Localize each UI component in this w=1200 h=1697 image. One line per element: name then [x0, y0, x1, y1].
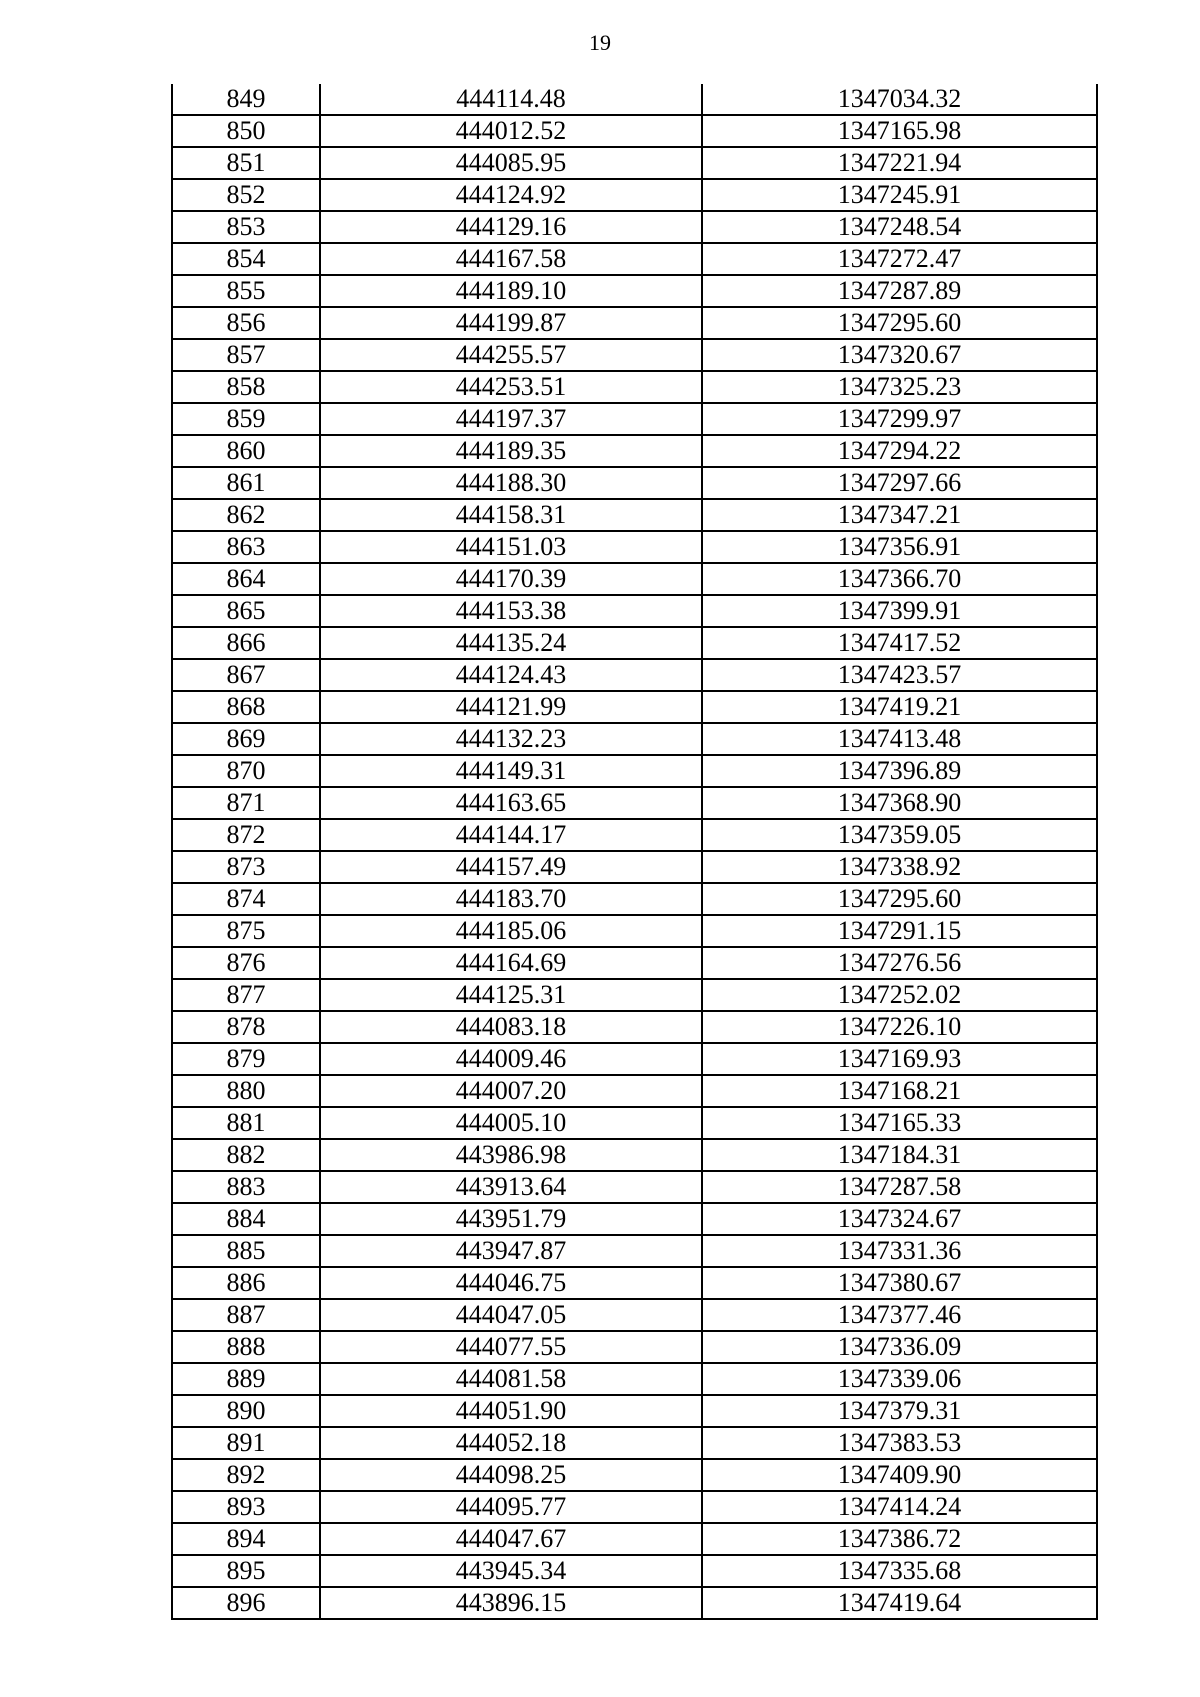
table-row: [172, 275, 1097, 307]
x-coordinate-cell: 444253.51: [320, 371, 702, 403]
x-coordinate-cell: 444012.52: [320, 115, 702, 147]
point-number-cell: 857: [172, 339, 320, 371]
point-number-cell: 849: [172, 84, 320, 115]
point-number-cell: 887: [172, 1299, 320, 1331]
x-coordinate-cell: 444255.57: [320, 339, 702, 371]
x-coordinate-cell: 444167.58: [320, 243, 702, 275]
point-number-cell: 889: [172, 1363, 320, 1395]
point-number-cell: 881: [172, 1107, 320, 1139]
x-coordinate-cell: 444046.75: [320, 1267, 702, 1299]
x-coordinate-cell: 444163.65: [320, 787, 702, 819]
table-row: [172, 1171, 1097, 1203]
table-row: [172, 915, 1097, 947]
y-coordinate-cell: 1347221.94: [702, 147, 1097, 179]
table-row: [172, 1395, 1097, 1427]
point-number-cell: 871: [172, 787, 320, 819]
point-number-cell: 863: [172, 531, 320, 563]
table-row: [172, 1363, 1097, 1395]
x-coordinate-cell: 444189.35: [320, 435, 702, 467]
table-row: [172, 179, 1097, 211]
table-row: [172, 1555, 1097, 1587]
table-row: [172, 499, 1097, 531]
page-number: 19: [589, 30, 611, 55]
y-coordinate-cell: 1347165.33: [702, 1107, 1097, 1139]
point-number-cell: 867: [172, 659, 320, 691]
table-row: [172, 307, 1097, 339]
point-number-cell: 851: [172, 147, 320, 179]
point-number-cell: 865: [172, 595, 320, 627]
y-coordinate-cell: 1347383.53: [702, 1427, 1097, 1459]
table-row: [172, 659, 1097, 691]
table-row: [172, 84, 1097, 115]
table-row: [172, 947, 1097, 979]
x-coordinate-cell: 444098.25: [320, 1459, 702, 1491]
table-row: [172, 211, 1097, 243]
x-coordinate-cell: 444153.38: [320, 595, 702, 627]
x-coordinate-cell: 444149.31: [320, 755, 702, 787]
point-number-cell: 856: [172, 307, 320, 339]
point-number-cell: 876: [172, 947, 320, 979]
y-coordinate-cell: 1347248.54: [702, 211, 1097, 243]
x-coordinate-cell: 443986.98: [320, 1139, 702, 1171]
x-coordinate-cell: 444005.10: [320, 1107, 702, 1139]
y-coordinate-cell: 1347184.31: [702, 1139, 1097, 1171]
x-coordinate-cell: 443947.87: [320, 1235, 702, 1267]
y-coordinate-cell: 1347291.15: [702, 915, 1097, 947]
y-coordinate-cell: 1347413.48: [702, 723, 1097, 755]
coordinates-table: [171, 84, 1098, 1620]
table-row: [172, 243, 1097, 275]
point-number-cell: 853: [172, 211, 320, 243]
point-number-cell: 872: [172, 819, 320, 851]
point-number-cell: 866: [172, 627, 320, 659]
y-coordinate-cell: 1347356.91: [702, 531, 1097, 563]
x-coordinate-cell: 444007.20: [320, 1075, 702, 1107]
table-body: [172, 84, 1097, 1619]
table-row: [172, 1331, 1097, 1363]
x-coordinate-cell: 444185.06: [320, 915, 702, 947]
x-coordinate-cell: 443951.79: [320, 1203, 702, 1235]
point-number-cell: 870: [172, 755, 320, 787]
x-coordinate-cell: 444164.69: [320, 947, 702, 979]
table-row: [172, 979, 1097, 1011]
point-number-cell: 850: [172, 115, 320, 147]
x-coordinate-cell: 444047.67: [320, 1523, 702, 1555]
point-number-cell: 892: [172, 1459, 320, 1491]
x-coordinate-cell: 444197.37: [320, 403, 702, 435]
x-coordinate-cell: 444125.31: [320, 979, 702, 1011]
x-coordinate-cell: 444135.24: [320, 627, 702, 659]
table-row: [172, 371, 1097, 403]
table-row: [172, 147, 1097, 179]
table-row: [172, 1459, 1097, 1491]
table-row: [172, 595, 1097, 627]
point-number-cell: 896: [172, 1587, 320, 1619]
table-row: [172, 403, 1097, 435]
table-row: [172, 1267, 1097, 1299]
x-coordinate-cell: 444132.23: [320, 723, 702, 755]
x-coordinate-cell: 444077.55: [320, 1331, 702, 1363]
y-coordinate-cell: 1347414.24: [702, 1491, 1097, 1523]
table-row: [172, 1011, 1097, 1043]
x-coordinate-cell: 444158.31: [320, 499, 702, 531]
table-row: [172, 627, 1097, 659]
table-row: [172, 755, 1097, 787]
y-coordinate-cell: 1347419.21: [702, 691, 1097, 723]
point-number-cell: 891: [172, 1427, 320, 1459]
y-coordinate-cell: 1347331.36: [702, 1235, 1097, 1267]
y-coordinate-cell: 1347335.68: [702, 1555, 1097, 1587]
x-coordinate-cell: 444083.18: [320, 1011, 702, 1043]
table-row: [172, 1075, 1097, 1107]
y-coordinate-cell: 1347386.72: [702, 1523, 1097, 1555]
table-row: [172, 723, 1097, 755]
table-row: [172, 1299, 1097, 1331]
x-coordinate-cell: 444151.03: [320, 531, 702, 563]
y-coordinate-cell: 1347272.47: [702, 243, 1097, 275]
point-number-cell: 868: [172, 691, 320, 723]
table-row: [172, 1491, 1097, 1523]
y-coordinate-cell: 1347294.22: [702, 435, 1097, 467]
x-coordinate-cell: 444188.30: [320, 467, 702, 499]
table-row: [172, 787, 1097, 819]
table-row: [172, 115, 1097, 147]
x-coordinate-cell: 443945.34: [320, 1555, 702, 1587]
y-coordinate-cell: 1347336.09: [702, 1331, 1097, 1363]
point-number-cell: 886: [172, 1267, 320, 1299]
y-coordinate-cell: 1347359.05: [702, 819, 1097, 851]
table-row: [172, 563, 1097, 595]
y-coordinate-cell: 1347380.67: [702, 1267, 1097, 1299]
point-number-cell: 890: [172, 1395, 320, 1427]
y-coordinate-cell: 1347338.92: [702, 851, 1097, 883]
x-coordinate-cell: 444189.10: [320, 275, 702, 307]
point-number-cell: 894: [172, 1523, 320, 1555]
point-number-cell: 893: [172, 1491, 320, 1523]
y-coordinate-cell: 1347409.90: [702, 1459, 1097, 1491]
table-row: [172, 691, 1097, 723]
y-coordinate-cell: 1347419.64: [702, 1587, 1097, 1619]
x-coordinate-cell: 444095.77: [320, 1491, 702, 1523]
point-number-cell: 854: [172, 243, 320, 275]
y-coordinate-cell: 1347320.67: [702, 339, 1097, 371]
point-number-cell: 873: [172, 851, 320, 883]
y-coordinate-cell: 1347252.02: [702, 979, 1097, 1011]
point-number-cell: 877: [172, 979, 320, 1011]
point-number-cell: 859: [172, 403, 320, 435]
table-row: [172, 883, 1097, 915]
y-coordinate-cell: 1347034.32: [702, 84, 1097, 115]
x-coordinate-cell: 444085.95: [320, 147, 702, 179]
x-coordinate-cell: 444144.17: [320, 819, 702, 851]
table-row: [172, 1043, 1097, 1075]
y-coordinate-cell: 1347226.10: [702, 1011, 1097, 1043]
x-coordinate-cell: 444051.90: [320, 1395, 702, 1427]
x-coordinate-cell: 444129.16: [320, 211, 702, 243]
table-row: [172, 1523, 1097, 1555]
y-coordinate-cell: 1347299.97: [702, 403, 1097, 435]
point-number-cell: 883: [172, 1171, 320, 1203]
x-coordinate-cell: 444052.18: [320, 1427, 702, 1459]
y-coordinate-cell: 1347287.89: [702, 275, 1097, 307]
x-coordinate-cell: 444170.39: [320, 563, 702, 595]
point-number-cell: 862: [172, 499, 320, 531]
x-coordinate-cell: 444124.43: [320, 659, 702, 691]
point-number-cell: 885: [172, 1235, 320, 1267]
point-number-cell: 875: [172, 915, 320, 947]
y-coordinate-cell: 1347165.98: [702, 115, 1097, 147]
table-row: [172, 851, 1097, 883]
y-coordinate-cell: 1347245.91: [702, 179, 1097, 211]
point-number-cell: 880: [172, 1075, 320, 1107]
y-coordinate-cell: 1347396.89: [702, 755, 1097, 787]
point-number-cell: 860: [172, 435, 320, 467]
table-row: [172, 435, 1097, 467]
x-coordinate-cell: 444199.87: [320, 307, 702, 339]
y-coordinate-cell: 1347295.60: [702, 883, 1097, 915]
y-coordinate-cell: 1347324.67: [702, 1203, 1097, 1235]
table-row: [172, 1203, 1097, 1235]
y-coordinate-cell: 1347297.66: [702, 467, 1097, 499]
table-row: [172, 1427, 1097, 1459]
y-coordinate-cell: 1347366.70: [702, 563, 1097, 595]
y-coordinate-cell: 1347276.56: [702, 947, 1097, 979]
x-coordinate-cell: 444009.46: [320, 1043, 702, 1075]
point-number-cell: 855: [172, 275, 320, 307]
point-number-cell: 879: [172, 1043, 320, 1075]
y-coordinate-cell: 1347168.21: [702, 1075, 1097, 1107]
point-number-cell: 858: [172, 371, 320, 403]
table-row: [172, 1107, 1097, 1139]
point-number-cell: 861: [172, 467, 320, 499]
y-coordinate-cell: 1347379.31: [702, 1395, 1097, 1427]
point-number-cell: 864: [172, 563, 320, 595]
point-number-cell: 882: [172, 1139, 320, 1171]
table-row: [172, 1235, 1097, 1267]
y-coordinate-cell: 1347417.52: [702, 627, 1097, 659]
table-row: [172, 531, 1097, 563]
x-coordinate-cell: 444183.70: [320, 883, 702, 915]
x-coordinate-cell: 444124.92: [320, 179, 702, 211]
y-coordinate-cell: 1347423.57: [702, 659, 1097, 691]
y-coordinate-cell: 1347339.06: [702, 1363, 1097, 1395]
table-row: [172, 1139, 1097, 1171]
y-coordinate-cell: 1347169.93: [702, 1043, 1097, 1075]
x-coordinate-cell: 444157.49: [320, 851, 702, 883]
table-row: [172, 1587, 1097, 1619]
y-coordinate-cell: 1347368.90: [702, 787, 1097, 819]
x-coordinate-cell: 443913.64: [320, 1171, 702, 1203]
table-row: [172, 339, 1097, 371]
table-row: [172, 467, 1097, 499]
y-coordinate-cell: 1347295.60: [702, 307, 1097, 339]
point-number-cell: 852: [172, 179, 320, 211]
x-coordinate-cell: 444047.05: [320, 1299, 702, 1331]
point-number-cell: 878: [172, 1011, 320, 1043]
y-coordinate-cell: 1347347.21: [702, 499, 1097, 531]
table-row: [172, 819, 1097, 851]
point-number-cell: 869: [172, 723, 320, 755]
x-coordinate-cell: 444081.58: [320, 1363, 702, 1395]
y-coordinate-cell: 1347287.58: [702, 1171, 1097, 1203]
x-coordinate-cell: 443896.15: [320, 1587, 702, 1619]
y-coordinate-cell: 1347377.46: [702, 1299, 1097, 1331]
point-number-cell: 888: [172, 1331, 320, 1363]
point-number-cell: 874: [172, 883, 320, 915]
point-number-cell: 884: [172, 1203, 320, 1235]
x-coordinate-cell: 444114.48: [320, 84, 702, 115]
y-coordinate-cell: 1347325.23: [702, 371, 1097, 403]
y-coordinate-cell: 1347399.91: [702, 595, 1097, 627]
x-coordinate-cell: 444121.99: [320, 691, 702, 723]
point-number-cell: 895: [172, 1555, 320, 1587]
